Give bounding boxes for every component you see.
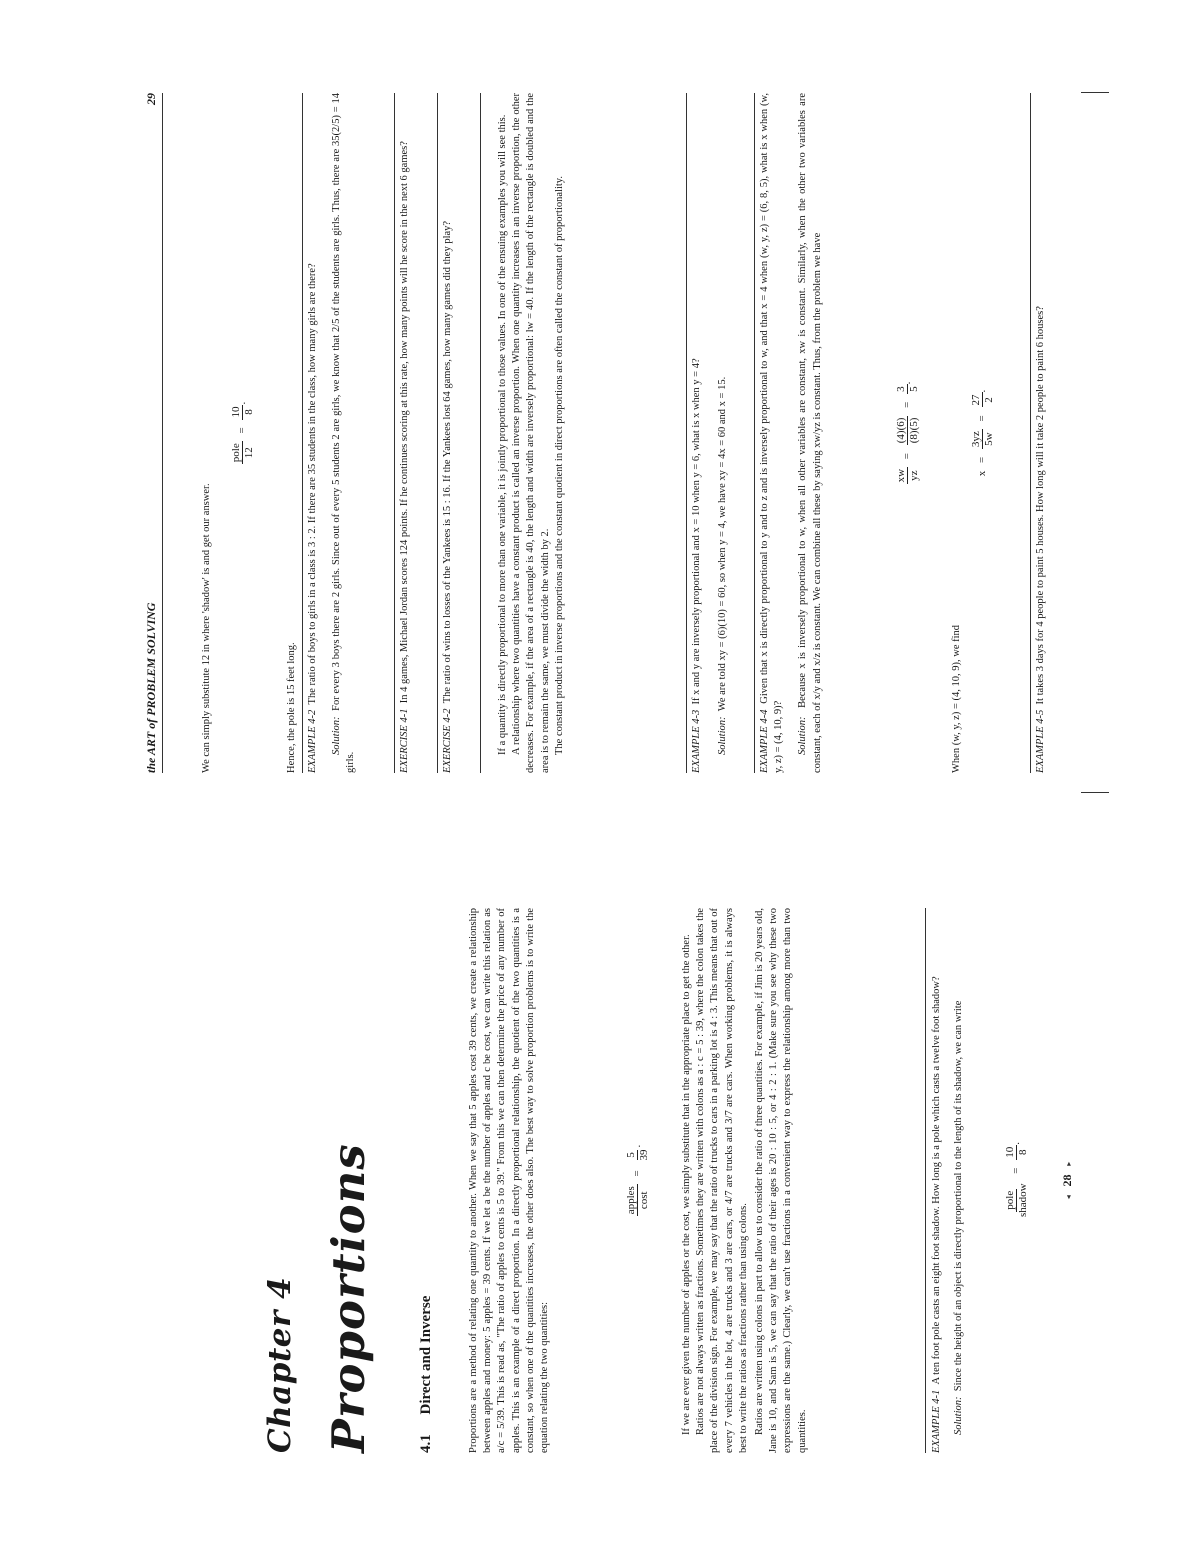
eq5-tail: . (976, 389, 989, 393)
sol44-text: Because x is inversely proportional to w, when all other variables are constant, xw is constant. Similarly, when the other two variables are constant, each of x/y and x/z is constant. We can combine all these by saying xw/yz is constant. Thus, from the problem we have (797, 93, 823, 773)
eq5-den1: 5w (983, 432, 995, 446)
eq3-den2: 8 (243, 409, 255, 415)
paragraph-substitute: If we are ever given the number of apples or the cost, we simply substitute that in the appropriate place to get the other. (681, 934, 692, 1435)
page-number-right: 29 (144, 93, 158, 105)
divider (302, 93, 303, 773)
eq4-den3: 5 (908, 386, 920, 392)
intro-text: We can simply substitute 12 in where 'shadow' is and get our answer. (201, 483, 212, 773)
equation-apples-cost (625, 908, 650, 1453)
eq1-op: = (631, 1170, 644, 1177)
example-4-3 (690, 93, 730, 773)
right-arrow-icon: ▸ (1064, 1161, 1073, 1166)
exer41-label: EXERCISE 4-1 (399, 708, 410, 773)
eq4-num2: (4)(6) (895, 417, 907, 444)
eq3-num2: 10 (230, 406, 242, 418)
when-line (950, 93, 964, 773)
eq4-den2: (8)(5) (908, 417, 920, 444)
example-text: A ten foot pole casts an eight foot shadow. How long is a pole which casts a twelve foot shadow? (931, 976, 942, 1385)
eq4-tail: . (901, 381, 914, 385)
sol42-label: Solution: (331, 716, 343, 755)
divider (394, 93, 395, 773)
eq2-num1: pole (1004, 1190, 1016, 1210)
eq1-den1: cost (638, 1191, 650, 1210)
page-number-left: 28 (1060, 1174, 1074, 1187)
running-title: the ART of PROBLEM SOLVING (144, 602, 158, 773)
ex43-label: EXAMPLE 4-3 (691, 709, 702, 773)
divider (1030, 93, 1031, 773)
ex42-text: The ratio of boys to girls in a class is 3 : 2. If there are 35 students in the class, how many girls are there? (307, 263, 318, 705)
eq2-num2: 10 (1004, 1146, 1016, 1158)
edge-mark (1081, 792, 1109, 793)
divider (686, 93, 687, 773)
intro-line (200, 93, 214, 773)
eq1-den2: 39 (638, 1149, 650, 1161)
hence-line (285, 93, 299, 773)
eq1-num1: apples (625, 1186, 637, 1215)
eq2-den1: shadow (1017, 1183, 1029, 1218)
eq3-den1: 12 (243, 447, 255, 459)
eq3-op: = (236, 427, 249, 434)
ex44-text: Given that x is directly proportional to y and to z and is inversely proportional to w, and that x = 4 when (w, y, z) = (6, 8, 5), what is x when (w, y, z) = (4, 10, 9)? (759, 92, 785, 773)
exer42-label: EXERCISE 4-2 (442, 708, 453, 773)
page-footer-left (1060, 908, 1075, 1453)
para-constant: The constant product in inverse proportions and the constant quotient in direct proportions are often called the constant of proportionality. (553, 176, 565, 755)
eq3-num1: pole (230, 443, 242, 463)
left-page (0, 773, 1200, 1553)
eq1-tail: . (631, 1144, 644, 1148)
eq5-num1: 3yz (970, 431, 982, 448)
intro-block (467, 908, 552, 1453)
running-head (142, 93, 163, 773)
example-4-2 (306, 93, 359, 773)
equation-pole-12 (230, 93, 255, 773)
divider (480, 93, 481, 773)
theory-block (496, 93, 567, 773)
example-4-5 (1034, 93, 1048, 773)
right-page (0, 0, 1200, 773)
eq4-op: = (901, 452, 914, 460)
when-text: When (w, y, z) = (4, 10, 9), we find (951, 624, 962, 773)
example-4-1 (930, 908, 966, 1453)
eq5-op: = (976, 456, 989, 464)
eq2-den2: 8 (1017, 1149, 1029, 1155)
eq3-tail: . (236, 401, 249, 405)
eq5-num2: 27 (970, 394, 982, 406)
body-block (680, 908, 810, 1453)
sol43-text: We are told xy = (6)(10) = 60, so when y = 4, we have xy = 4x = 60 and x = 15. (717, 376, 729, 712)
equation-constant (895, 93, 920, 773)
exercise-4-2 (441, 93, 455, 773)
sol43-label: Solution: (717, 716, 729, 755)
eq2-op: = (1010, 1167, 1023, 1174)
solution-label: Solution: (953, 1396, 965, 1435)
chapter-title: Proportions (322, 1143, 375, 1453)
ex43-text: If x and y are inversely proportional and x = 10 when y = 6, what is x when y = 4? (691, 358, 702, 705)
ex45-text: It takes 3 days for 4 people to paint 5 houses. How long will it take 2 people to paint 6 houses? (1035, 306, 1046, 705)
edge-mark (1081, 92, 1109, 93)
sol44-label: Solution: (797, 716, 809, 755)
ex42-label: EXAMPLE 4-2 (307, 709, 318, 773)
para-joint: If a quantity is directly proportional to more than one variable, it is jointly proportional to those values. In one of the ensuing examples you will see this. (497, 114, 508, 755)
sol42-text: For every 3 boys there are 2 girls. Since out of every 5 students 2 are girls, we know that 2/5 of the students are girls. Thus, there are 35(2/5) = 14 girls. (331, 92, 357, 773)
chapter-label: Chapter 4 (262, 1276, 298, 1453)
paragraph-colons: Ratios are not always written as fractions. Sometimes they are written with colons as a : c = 5 : 39, where the colon takes the place of the division sign. For example, we may say that the ratio of trucks to cars in a parking lot is 4 : 3. This means that out of every 7 vehicles in the lot, 4 are trucks and 3 are cars, or 4/7 are trucks and 3/7 are cars. When working problems, it is always best to write the ratios as fractions rather than using colons. (695, 908, 749, 1453)
exercise-4-1 (398, 93, 412, 773)
paragraph-three-ratio: Ratios are written using colons in part to allow us to consider the ratio of three quantities. For example, if Jim is 20 years old, Jane is 10, and Sam is 5, we can say that the ratio of their ages is 20 : 10 : 5, or 4 : 2 : 1. (Make sure you see why these two expressions are the same.) Clearly, we can't use fractions in a convenient way to express the relationship among more than two quantities. (754, 908, 808, 1453)
section-title: Direct and Inverse (418, 1295, 434, 1415)
section-number: 4.1 (418, 1434, 434, 1453)
divider (754, 93, 755, 773)
section-heading (418, 1296, 435, 1453)
paragraph-proportions: Proportions are a method of relating one quantity to another. When we say that 5 apples cost 39 cents, we create a relationship between apples and money: 5 apples = 39 cents. If we let a be the number of apples and c be cost, we can write this relation as a/c = 5/39. This is read as, "The ratio of apples to cents is 5 to 39." From this we can then determine the price of any number of apples. This is an example of a direct proportion. In a directly proportional relationship, the quotient of the two quantities is a constant, so when one of the quantities increases, the other does also. The best way to solve proportion problems is to write the equation relating the two quantities: (468, 908, 551, 1453)
eq5-lhs: x (976, 470, 989, 477)
left-arrow-icon: ◂ (1064, 1195, 1073, 1200)
ex45-label: EXAMPLE 4-5 (1035, 709, 1046, 773)
divider (437, 93, 438, 773)
eq4-op2: = (901, 401, 914, 408)
example-divider (925, 908, 926, 1453)
eq5-den2: 2 (983, 397, 995, 403)
example-4-4 (758, 93, 825, 773)
exer41-text: In 4 games, Michael Jordan scores 124 points. If he continues scoring at this rate, how many points will he score in the next 6 games? (399, 141, 410, 704)
para-inverse: A relationship where two quantities have a constant product is called an inverse proportion. When one quantity increases in an inverse proportion, the other decreases. For example, if the area of a rectangle is 40, the length and width are inversely proportional: lw = 40. If the length of the rectangle is doubled and the area is to remain the same, we must divide the width by 2. (511, 93, 551, 773)
example-label: EXAMPLE 4-1 (931, 1389, 942, 1453)
eq5-op2: = (976, 415, 989, 422)
eq4-num1: xw (895, 468, 907, 483)
ex44-label: EXAMPLE 4-4 (759, 709, 770, 773)
eq4-num3: 3 (895, 386, 907, 392)
eq2-tail: . (1010, 1141, 1023, 1145)
equation-answer (970, 93, 995, 773)
equation-pole-shadow (1004, 908, 1029, 1453)
exer42-text: The ratio of wins to losses of the Yankees is 15 : 16. If the Yankees lost 64 games, how many games did they play? (442, 220, 453, 704)
solution-text: Since the height of an object is directly proportional to the length of its shadow, we can write (953, 1000, 965, 1392)
eq1-num2: 5 (625, 1152, 637, 1158)
hence-text: Hence, the pole is 15 feet long. (286, 642, 297, 773)
eq4-den1: yz (908, 470, 920, 481)
